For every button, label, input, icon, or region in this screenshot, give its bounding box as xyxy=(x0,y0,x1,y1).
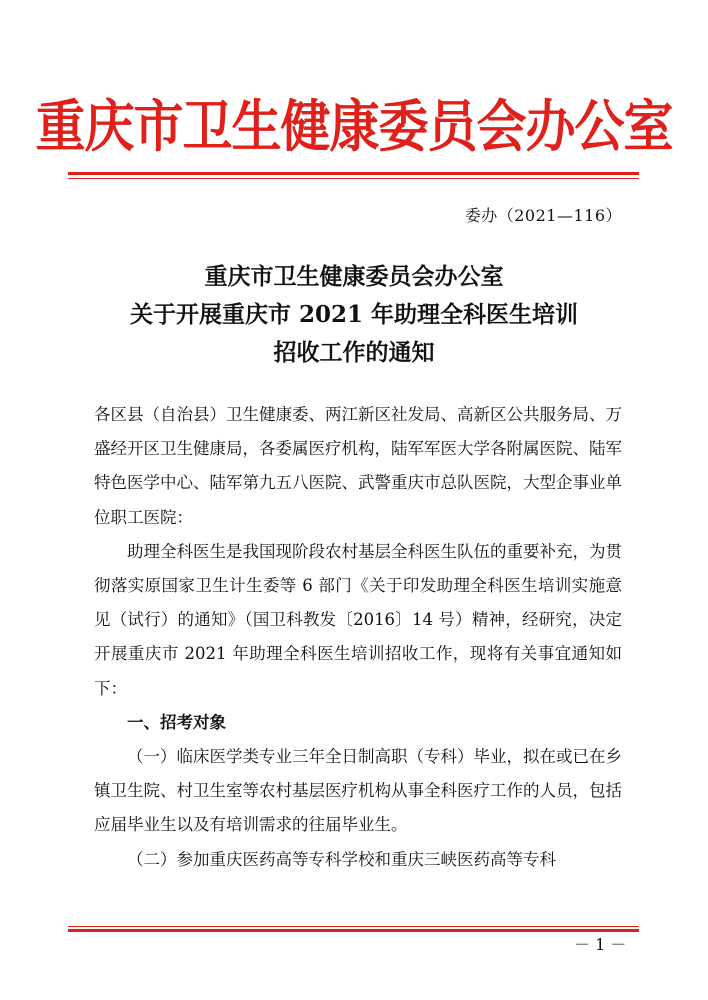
addressee-paragraph: 各区县（自治县）卫生健康委、两江新区社发局、高新区公共服务局、万盛经开区卫生健康局，各委属医疗机构，陆军军医大学各附属医院、陆军特色医学中心、陆军第九五八医院、武警重庆市总队医院，大型企事业单位职工医院： xyxy=(94,405,622,527)
title-line-3: 招收工作的通知 xyxy=(273,339,435,366)
intro-paragraph: 助理全科医生是我国现阶段农村基层全科医生队伍的重要补充，为贯彻落实原国家卫生计生委等 6 部门《关于印发助理全科医生培训实施意见（试行）的通知》（国卫科教发〔2016〕14 号）精神，经研究，决定开展重庆市 2021 年助理全科医生培训招收工作，现将有关事宜通知如下： xyxy=(94,541,622,698)
item-paragraph-2: （二）参加重庆医药高等专科学校和重庆三峡医药高等专科 xyxy=(127,849,556,869)
notice-title xyxy=(0,258,708,372)
footer-rule-thin xyxy=(68,926,639,927)
document-number: 委办（2021—116） xyxy=(464,206,622,225)
section-heading: 一、招考对象 xyxy=(127,712,226,732)
notice-body xyxy=(94,398,622,877)
title-line-1: 重庆市卫生健康委员会办公室 xyxy=(204,263,504,290)
page-number: － 1 － xyxy=(574,935,627,954)
letterhead-title: 重庆市卫生健康委员会办公室 xyxy=(35,94,673,160)
footer-rule-thick xyxy=(68,929,639,932)
title-line-2: 关于开展重庆市 2021 年助理全科医生培训 xyxy=(129,301,579,328)
letterhead-rule-thin xyxy=(68,178,639,179)
item-paragraph-1: （一）临床医学类专业三年全日制高职（专科）毕业，拟在或已在乡镇卫生院、村卫生室等农村基层医疗机构从事全科医疗工作的人员，包括应届毕业生以及有培训需求的往届毕业生。 xyxy=(94,747,622,835)
letterhead-rule-thick xyxy=(68,172,639,175)
